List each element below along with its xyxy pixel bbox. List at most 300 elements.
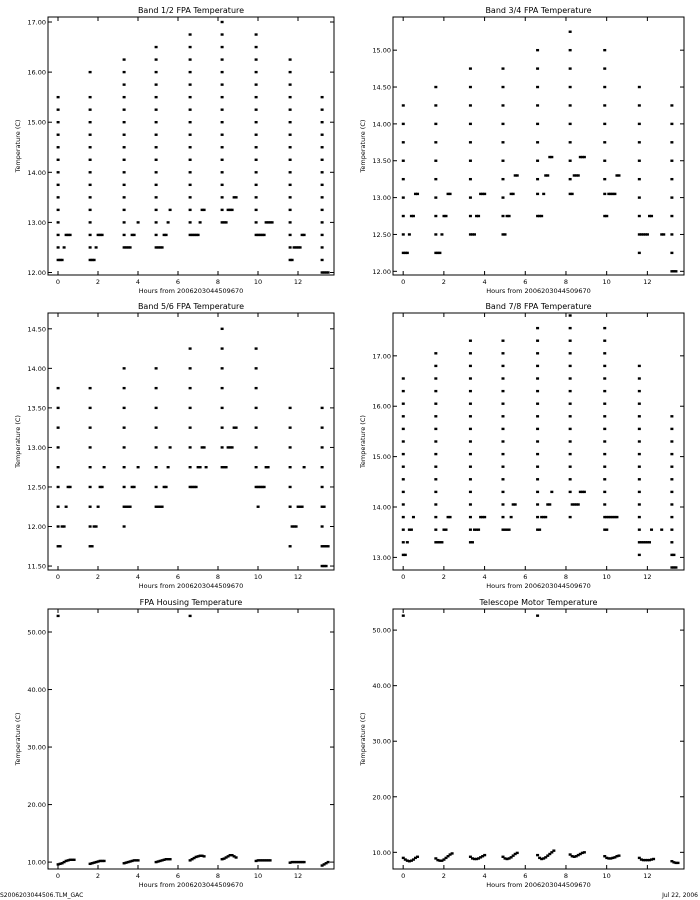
data-point <box>61 259 64 261</box>
data-point <box>189 196 192 198</box>
data-point <box>169 446 172 448</box>
data-point <box>321 209 324 211</box>
data-point <box>289 58 292 60</box>
data-point <box>155 407 158 409</box>
data-point <box>189 71 192 73</box>
data-point <box>255 221 258 223</box>
data-point <box>469 453 472 455</box>
data-point <box>603 428 606 430</box>
data-point <box>434 141 437 143</box>
data-point <box>155 134 158 136</box>
data-point <box>501 440 504 442</box>
data-point <box>512 193 515 195</box>
data-point <box>536 465 539 467</box>
data-point <box>670 503 673 505</box>
data-point <box>103 466 106 468</box>
data-point <box>603 390 606 392</box>
data-point <box>615 516 618 518</box>
data-point <box>514 503 517 505</box>
data-point <box>91 545 94 547</box>
data-point <box>57 121 60 123</box>
data-point <box>123 525 126 527</box>
data-point <box>89 184 92 186</box>
data-point <box>321 159 324 161</box>
data-point <box>289 407 292 409</box>
data-point <box>449 193 452 195</box>
data-point <box>402 516 405 518</box>
data-point <box>169 209 172 211</box>
data-point <box>221 407 224 409</box>
data-point <box>583 491 586 493</box>
x-tick-label: 6 <box>175 278 181 286</box>
data-point <box>155 83 158 85</box>
data-point <box>89 446 92 448</box>
data-point <box>638 503 641 505</box>
data-point <box>189 615 192 617</box>
data-point <box>231 209 234 211</box>
data-point <box>536 86 539 88</box>
chart-title: Band 5/6 FPA Temperature <box>137 302 245 311</box>
x-axis-label: Hours from 2006203044509670 <box>486 881 591 889</box>
data-point <box>255 347 258 349</box>
data-point <box>501 160 504 162</box>
data-point <box>289 234 292 236</box>
y-tick-label: 50.00 <box>27 628 46 637</box>
data-point <box>155 196 158 198</box>
data-point <box>137 466 140 468</box>
data-point <box>155 184 158 186</box>
chart-panel-6 <box>359 598 684 889</box>
data-point <box>451 852 454 854</box>
data-point <box>289 159 292 161</box>
data-point <box>546 174 549 176</box>
data-point <box>638 390 641 392</box>
data-point <box>89 96 92 98</box>
data-point <box>501 390 504 392</box>
data-point <box>670 252 673 254</box>
data-point <box>434 160 437 162</box>
data-point <box>434 440 437 442</box>
data-point <box>189 108 192 110</box>
data-point <box>255 71 258 73</box>
data-point <box>434 415 437 417</box>
data-point <box>123 367 126 369</box>
data-point <box>569 365 572 367</box>
data-point <box>101 486 104 488</box>
y-tick-label: 13.50 <box>372 157 391 166</box>
data-point <box>189 83 192 85</box>
data-point <box>501 67 504 69</box>
chart-panel-3 <box>14 302 334 590</box>
data-point <box>404 554 407 556</box>
y-tick-label: 30.00 <box>27 743 46 752</box>
data-point <box>57 446 60 448</box>
data-point <box>569 160 572 162</box>
data-point <box>571 193 574 195</box>
data-point <box>199 221 202 223</box>
y-tick-label: 15.00 <box>27 118 46 127</box>
data-point <box>289 209 292 211</box>
data-point <box>97 506 100 508</box>
data-point <box>189 33 192 35</box>
plot-frame <box>48 609 334 869</box>
data-point <box>263 234 266 236</box>
data-point <box>225 221 228 223</box>
data-point <box>674 566 677 568</box>
data-point <box>89 387 92 389</box>
data-point <box>434 478 437 480</box>
data-point <box>483 854 486 856</box>
data-point <box>155 446 158 448</box>
data-point <box>289 83 292 85</box>
x-axis-label: Hours from 2006203044509670 <box>486 582 591 590</box>
y-tick-label: 13.00 <box>372 553 391 562</box>
data-point <box>321 446 324 448</box>
data-point <box>402 440 405 442</box>
data-point <box>101 234 104 236</box>
x-tick-label: 8 <box>215 278 221 286</box>
data-point <box>255 83 258 85</box>
data-point <box>57 184 60 186</box>
data-point <box>189 387 192 389</box>
data-point <box>670 123 673 125</box>
data-point <box>255 367 258 369</box>
y-tick-label: 16.00 <box>27 68 46 77</box>
data-point <box>638 465 641 467</box>
data-point <box>536 340 539 342</box>
x-tick-label: 0 <box>55 278 61 286</box>
data-point <box>569 178 572 180</box>
data-point <box>536 453 539 455</box>
y-tick-label: 17.00 <box>372 352 391 361</box>
data-point <box>221 58 224 60</box>
data-point <box>189 446 192 448</box>
y-tick-label: 14.50 <box>372 83 391 92</box>
data-point <box>469 503 472 505</box>
data-point <box>603 377 606 379</box>
data-point <box>638 415 641 417</box>
data-point <box>289 121 292 123</box>
data-point <box>295 525 298 527</box>
footer-date: Jul 22, 2006 <box>662 892 698 899</box>
data-point <box>155 367 158 369</box>
data-point <box>603 141 606 143</box>
y-tick-label: 17.00 <box>27 18 46 27</box>
data-point <box>255 121 258 123</box>
data-point <box>536 415 539 417</box>
data-point <box>137 859 140 861</box>
x-tick-label: 0 <box>401 872 406 880</box>
data-point <box>569 516 572 518</box>
data-point <box>670 160 673 162</box>
data-point <box>289 108 292 110</box>
data-point <box>670 478 673 480</box>
data-point <box>469 403 472 405</box>
x-tick-label: 10 <box>253 872 263 880</box>
data-point <box>221 146 224 148</box>
data-point <box>536 104 539 106</box>
data-point <box>603 67 606 69</box>
data-point <box>402 390 405 392</box>
data-point <box>221 121 224 123</box>
x-tick-label: 10 <box>253 573 263 581</box>
data-point <box>89 171 92 173</box>
data-point <box>155 71 158 73</box>
data-point <box>57 146 60 148</box>
data-point <box>189 121 192 123</box>
data-point <box>235 196 238 198</box>
data-point <box>510 516 513 518</box>
data-point <box>469 465 472 467</box>
x-tick-label: 2 <box>441 872 446 880</box>
data-point <box>501 340 504 342</box>
data-point <box>123 426 126 428</box>
data-point <box>221 134 224 136</box>
data-point <box>189 347 192 349</box>
data-point <box>321 486 324 488</box>
data-point <box>603 415 606 417</box>
data-point <box>638 453 641 455</box>
y-tick-label: 10.00 <box>27 858 46 867</box>
data-point <box>289 71 292 73</box>
x-tick-label: 12 <box>643 573 652 581</box>
data-point <box>255 209 258 211</box>
data-point <box>255 426 258 428</box>
data-point <box>583 851 586 853</box>
data-point <box>189 171 192 173</box>
data-point <box>638 141 641 143</box>
data-point <box>603 403 606 405</box>
y-tick-label: 20.00 <box>27 801 46 810</box>
data-point <box>536 49 539 51</box>
data-point <box>402 465 405 467</box>
data-point <box>603 453 606 455</box>
data-point <box>477 215 480 217</box>
data-point <box>603 327 606 329</box>
data-point <box>402 377 405 379</box>
data-point <box>569 465 572 467</box>
data-point <box>583 156 586 158</box>
data-point <box>501 86 504 88</box>
data-point <box>638 403 641 405</box>
data-point <box>469 67 472 69</box>
chart-title: Band 7/8 FPA Temperature <box>485 302 592 311</box>
data-point <box>321 146 324 148</box>
data-point <box>434 503 437 505</box>
y-tick-label: 10.00 <box>372 848 391 857</box>
y-tick-label: 40.00 <box>27 686 46 695</box>
data-point <box>569 491 572 493</box>
data-point <box>406 541 409 543</box>
data-point <box>408 233 411 235</box>
data-point <box>434 428 437 430</box>
data-point <box>638 554 641 556</box>
data-point <box>221 328 224 330</box>
data-point <box>434 390 437 392</box>
y-tick-label: 13.00 <box>27 218 46 227</box>
data-point <box>289 486 292 488</box>
data-point <box>89 506 92 508</box>
data-point <box>536 428 539 430</box>
chart-panel-5 <box>14 598 334 889</box>
chart-title: Band 1/2 FPA Temperature <box>137 6 245 15</box>
data-point <box>569 104 572 106</box>
y-tick-label: 40.00 <box>372 682 391 691</box>
data-point <box>221 367 224 369</box>
data-point <box>255 466 258 468</box>
data-point <box>542 193 545 195</box>
data-point <box>255 58 258 60</box>
data-point <box>155 159 158 161</box>
data-point <box>469 352 472 354</box>
data-point <box>569 440 572 442</box>
data-point <box>670 196 673 198</box>
data-point <box>434 403 437 405</box>
data-point <box>569 390 572 392</box>
data-point <box>89 159 92 161</box>
y-tick-label: 30.00 <box>372 737 391 746</box>
data-point <box>638 196 641 198</box>
data-point <box>303 861 306 863</box>
data-point <box>321 407 324 409</box>
y-tick-label: 12.50 <box>372 230 391 239</box>
data-point <box>169 858 172 860</box>
y-tick-label: 15.00 <box>372 46 391 55</box>
data-point <box>516 852 519 854</box>
data-point <box>95 246 98 248</box>
data-point <box>552 849 555 851</box>
data-point <box>646 233 649 235</box>
data-point <box>323 506 326 508</box>
data-point <box>469 365 472 367</box>
data-point <box>289 466 292 468</box>
data-point <box>321 466 324 468</box>
data-point <box>469 478 472 480</box>
x-axis-label: Hours from 2006203044509670 <box>138 287 244 295</box>
x-tick-label: 8 <box>563 872 569 880</box>
data-point <box>605 528 608 530</box>
data-point <box>57 171 60 173</box>
data-point <box>57 134 60 136</box>
data-point <box>536 516 539 518</box>
data-point <box>123 96 126 98</box>
x-tick-label: 4 <box>482 278 487 286</box>
data-point <box>271 221 274 223</box>
data-point <box>603 352 606 354</box>
x-axis-label: Hours from 2006203044509670 <box>138 881 244 889</box>
data-point <box>416 856 419 858</box>
data-point <box>123 83 126 85</box>
data-point <box>321 246 324 248</box>
data-point <box>469 516 472 518</box>
x-tick-label: 0 <box>401 573 406 581</box>
data-point <box>504 233 507 235</box>
data-point <box>255 46 258 48</box>
y-tick-label: 14.00 <box>27 364 46 373</box>
data-point <box>569 478 572 480</box>
x-tick-label: 4 <box>135 872 141 880</box>
data-point <box>69 234 72 236</box>
data-point <box>445 528 448 530</box>
data-point <box>469 215 472 217</box>
data-point <box>221 96 224 98</box>
data-point <box>548 503 551 505</box>
x-tick-label: 2 <box>441 573 446 581</box>
data-point <box>638 123 641 125</box>
plot-frame <box>393 609 684 869</box>
data-point <box>569 428 572 430</box>
data-point <box>569 377 572 379</box>
data-point <box>469 141 472 143</box>
data-point <box>57 246 60 248</box>
data-point <box>550 156 553 158</box>
data-point <box>469 178 472 180</box>
data-point <box>303 234 306 236</box>
data-point <box>569 86 572 88</box>
data-point <box>291 259 294 261</box>
data-point <box>536 123 539 125</box>
y-tick-label: 14.00 <box>372 503 391 512</box>
data-point <box>89 71 92 73</box>
data-point <box>299 246 302 248</box>
data-point <box>501 377 504 379</box>
data-point <box>203 209 206 211</box>
y-tick-label: 50.00 <box>372 626 391 635</box>
data-point <box>603 104 606 106</box>
y-tick-label: 12.00 <box>27 523 46 532</box>
data-point <box>670 415 673 417</box>
y-axis-label: Temperature (C) <box>359 712 367 766</box>
x-tick-label: 4 <box>482 872 487 880</box>
data-point <box>155 387 158 389</box>
data-point <box>469 528 472 530</box>
x-tick-label: 4 <box>482 573 487 581</box>
data-point <box>123 71 126 73</box>
data-point <box>402 415 405 417</box>
data-point <box>225 466 228 468</box>
data-point <box>516 174 519 176</box>
data-point <box>617 174 620 176</box>
data-point <box>123 58 126 60</box>
data-point <box>155 58 158 60</box>
data-point <box>221 171 224 173</box>
data-point <box>123 446 126 448</box>
x-tick-label: 2 <box>95 872 101 880</box>
data-point <box>501 453 504 455</box>
data-point <box>89 121 92 123</box>
data-point <box>57 506 60 508</box>
data-point <box>327 861 330 863</box>
y-tick-label: 13.00 <box>372 194 391 203</box>
x-tick-label: 6 <box>175 573 181 581</box>
data-point <box>321 121 324 123</box>
data-point <box>538 528 541 530</box>
data-point <box>603 465 606 467</box>
data-point <box>57 407 60 409</box>
x-tick-label: 6 <box>175 872 181 880</box>
data-point <box>89 486 92 488</box>
data-point <box>59 545 62 547</box>
data-point <box>536 67 539 69</box>
data-point <box>327 545 330 547</box>
data-point <box>327 271 330 273</box>
data-point <box>410 528 413 530</box>
data-point <box>89 146 92 148</box>
data-point <box>57 159 60 161</box>
data-point <box>205 466 208 468</box>
data-point <box>469 428 472 430</box>
y-tick-label: 14.50 <box>27 325 46 334</box>
